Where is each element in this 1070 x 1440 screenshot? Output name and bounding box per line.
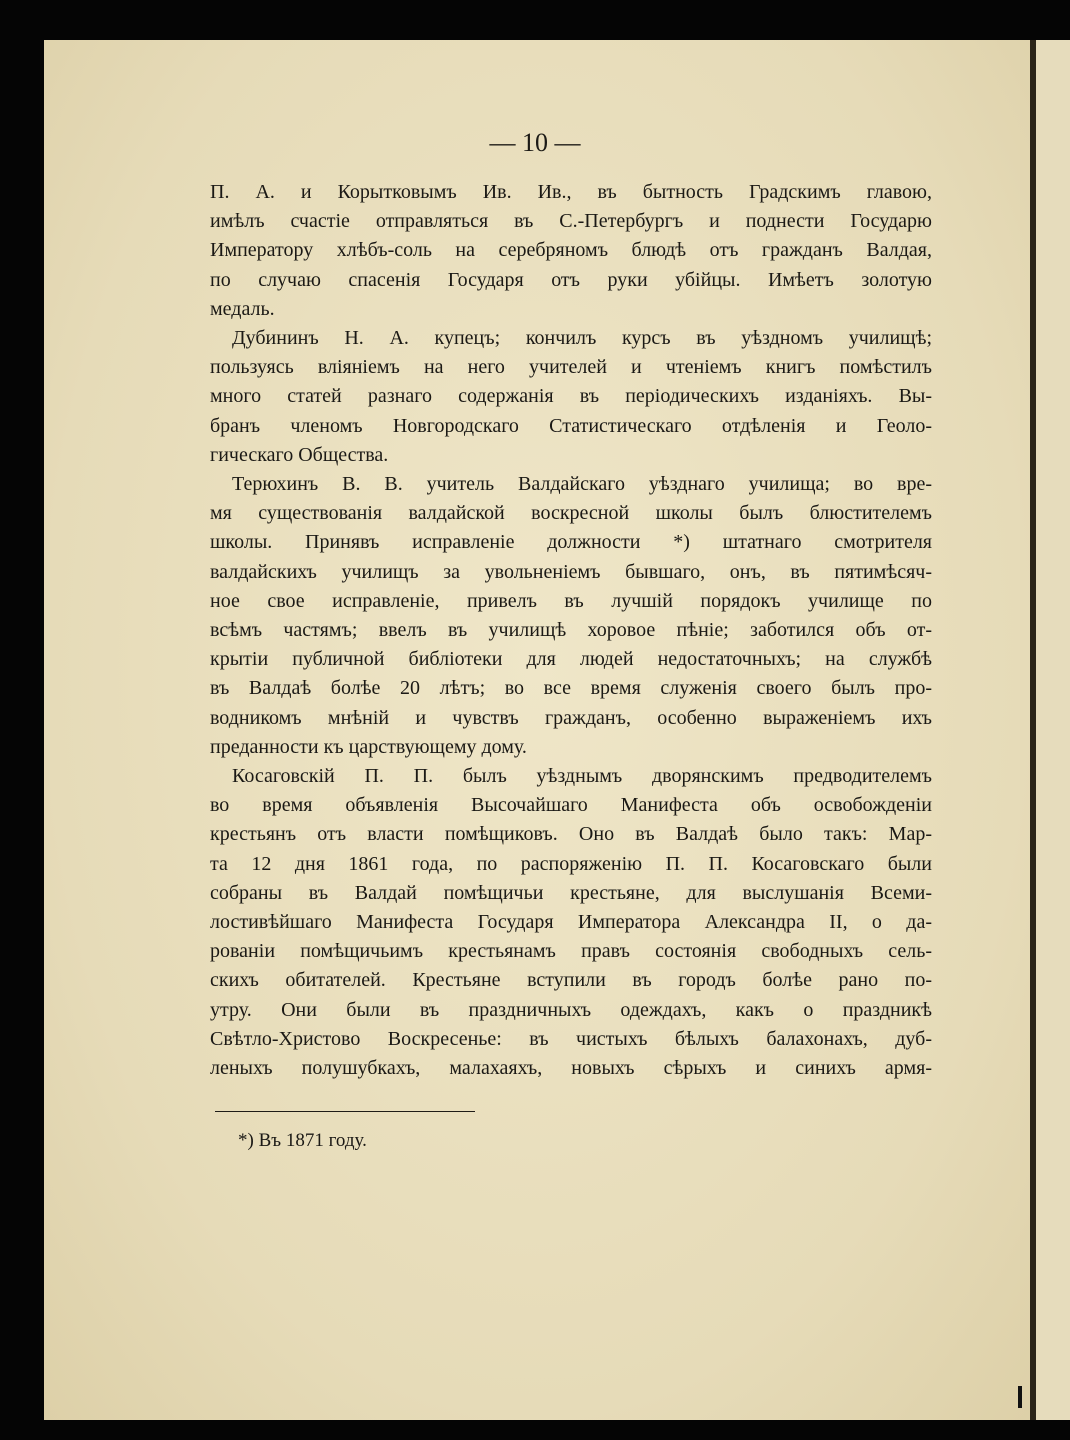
page-number: — 10 — bbox=[489, 128, 581, 157]
text-line: собраны въ Валдай помѣщичьи крестьяне, для выслушанія Всеми- bbox=[210, 881, 932, 904]
paragraph-3 bbox=[210, 470, 932, 762]
text-line: школы. Принявъ исправленіе должности *) штатнаго смотрителя bbox=[210, 531, 932, 554]
text-line: бранъ членомъ Новгородскаго Статистическаго отдѣленія и Геоло- bbox=[210, 414, 932, 437]
text-line: имѣлъ счастіе отправляться въ С.-Петербургъ и поднести Государю bbox=[210, 210, 932, 233]
text-line: лостивѣйшаго Манифеста Государя Императора Александра II, о да- bbox=[210, 911, 932, 934]
text-line: преданности къ царствующему дому. bbox=[210, 735, 527, 758]
text-line: Терюхинъ В. В. учитель Валдайскаго уѣзднаго училища; во вре- bbox=[232, 473, 932, 496]
footnote-rule bbox=[215, 1111, 475, 1112]
text-line: водникомъ мнѣній и чувствъ гражданъ, особенно выраженіемъ ихъ bbox=[210, 706, 932, 729]
text-line: Косаговскій П. П. былъ уѣзднымъ дворянскимъ предводителемъ bbox=[232, 765, 932, 788]
text-line: въ Валдаѣ болѣе 20 лѣтъ; во все время служенія своего былъ про- bbox=[210, 677, 932, 700]
text-line: гическаго Общества. bbox=[210, 443, 389, 466]
text-line: скихъ обитателей. Крестьяне вступили въ городъ болѣе рано по- bbox=[210, 969, 932, 992]
text-line: во время объявленія Высочайшаго Манифеста объ освобожденіи bbox=[210, 794, 932, 817]
text-line: Свѣтло-Христово Воскресенье: въ чистыхъ бѣлыхъ балахонахъ, дуб- bbox=[210, 1027, 932, 1050]
text-line: пользуясь вліяніемъ на него учителей и чтеніемъ книгъ помѣстилъ bbox=[210, 356, 932, 379]
text-line: всѣмъ частямъ; ввелъ въ училищѣ хоровое пѣніе; заботился объ от- bbox=[210, 619, 932, 642]
scan-edge-mark bbox=[1018, 1386, 1022, 1408]
text-line: П. А. и Корытковымъ Ив. Ив., въ бытность Градскимъ главою, bbox=[210, 181, 932, 203]
text-line: та 12 дня 1861 года, по распоряженію П. П. Косаговскаго были bbox=[210, 852, 932, 875]
text-line: ное свое исправленіе, привелъ въ лучшій порядокъ училище по bbox=[210, 589, 932, 612]
footnote: *) Въ 1871 году. bbox=[238, 1130, 367, 1151]
text-line: крытіи публичной библіотеки для людей недостаточныхъ; на службѣ bbox=[210, 648, 932, 671]
text-line: крестьянъ отъ власти помѣщиковъ. Оно въ Валдаѣ было такъ: Мар- bbox=[210, 823, 932, 846]
text-line: леныхъ полушубкахъ, малахаяхъ, новыхъ сѣрыхъ и синихъ армя- bbox=[210, 1057, 932, 1080]
text-line: мя существованія валдайской воскресной школы былъ блюстителемъ bbox=[210, 502, 932, 525]
text-line: много статей разнаго содержанія въ періодическихъ изданіяхъ. Вы- bbox=[210, 385, 932, 408]
text-line: утру. Они были въ праздничныхъ одеждахъ, какъ о праздникѣ bbox=[210, 998, 932, 1021]
text-line: Дубининъ Н. А. купецъ; кончилъ курсъ въ уѣздномъ училищѣ; bbox=[232, 327, 932, 350]
body-text bbox=[210, 178, 932, 1083]
text-line: по случаю спасенія Государя отъ руки убійцы. Имѣетъ золотую bbox=[210, 268, 932, 291]
text-line: медаль. bbox=[210, 297, 275, 320]
text-line: Императору хлѣбъ-соль на серебряномъ блюдѣ отъ гражданъ Валдая, bbox=[210, 239, 932, 262]
text-line: рованіи помѣщичьимъ крестьянамъ правъ состоянія свободныхъ сель- bbox=[210, 940, 932, 963]
adjacent-page-edge bbox=[1036, 40, 1070, 1420]
paragraph-2 bbox=[210, 324, 932, 470]
paragraph-1 bbox=[210, 178, 932, 324]
text-line: валдайскихъ училищъ за увольненіемъ бывшаго, онъ, въ пятимѣсяч- bbox=[210, 560, 932, 583]
paragraph-4 bbox=[210, 762, 932, 1083]
